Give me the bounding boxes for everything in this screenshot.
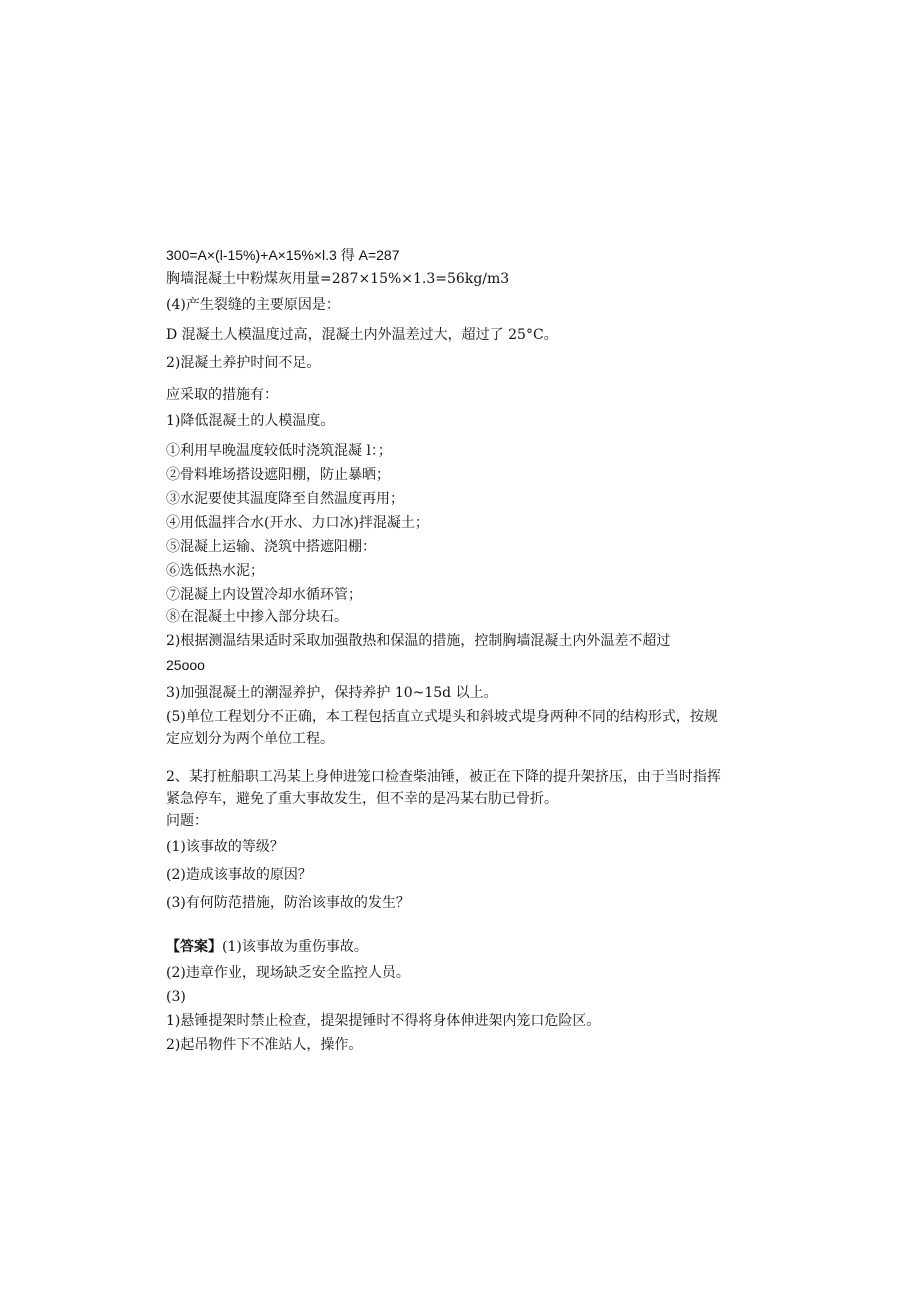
case-2-line-2: 紧急停车，避免了重大事故发生，但不幸的是冯某右肋已骨折。 (166, 791, 558, 807)
measure-1-item-6: ⑥选低热水泥； (166, 563, 264, 579)
unit-division-line-1: (5)单位工程划分不正确，本工程包括直立式堤头和斜坡式堤身两种不同的结构形式，按规 (166, 709, 718, 725)
answer-3-heading: (3) (166, 989, 186, 1005)
answer-line-1 (166, 938, 368, 956)
answer-3-item-1: 1)悬锤提架时禁止检查，提架提锤时不得将身体伸进架内笼口危险区。 (166, 1013, 601, 1029)
measure-1-item-1: ①利用早晚温度较低时浇筑混凝 l：； (166, 443, 392, 459)
crack-cause-1: D 混凝土人模温度过高，混凝土内外温差过大，超过了 25°C。 (166, 327, 558, 343)
measure-1-item-8: ⑧在混凝土中掺入部分块石。 (166, 609, 348, 625)
question-2: (2)造成该事故的原因？ (166, 867, 312, 883)
answer-label: 【答案】 (166, 939, 222, 955)
crack-cause-2: 2)混凝土养护时间不足。 (166, 355, 321, 371)
answer-3-item-2: 2)起吊物件下不准站人，操作。 (166, 1037, 363, 1053)
measure-3: 3)加强混凝土的潮湿养护，保持养护 10~15d 以上。 (166, 685, 498, 701)
flyash-amount-line: 胸墙混凝土中粉煤灰用量=287×15%×1.3=56kg∕m3 (166, 271, 510, 287)
question-3: (3)有何防范措施，防治该事故的发生？ (166, 895, 410, 911)
measure-2-cont: 25ooo (166, 657, 205, 673)
measure-1-item-4: ④用低温拌合水(开水、力口冰)拌混凝土； (166, 515, 429, 531)
case-2-line-1: 2、某打桩船职工冯某上身伸进笼口检查柴油锤，被正在下降的提升架挤压，由于当时指挥 (166, 769, 721, 785)
question-1: (1)该事故的等级？ (166, 839, 284, 855)
crack-cause-heading: (4)产生裂缝的主要原因是： (166, 297, 340, 313)
measure-1-item-7: ⑦混凝上内设置冷却水循环管； (166, 587, 362, 603)
answer-2: (2)违章作业，现场缺乏安全监控人员。 (166, 965, 410, 981)
measures-heading: 应采取的措施有： (166, 387, 278, 403)
questions-heading: 问题： (166, 813, 208, 829)
measure-1-item-2: ②骨料堆场搭设遮阳棚，防止暴晒； (166, 467, 390, 483)
unit-division-line-2: 定应划分为两个单位工程。 (166, 731, 334, 747)
answer-1: (1)该事故为重伤事故。 (222, 939, 368, 955)
measure-2: 2)根据测温结果适时采取加强散热和保温的措施，控制胸墙混凝土内外温差不超过 (166, 633, 671, 649)
measure-1-item-5: ⑤混凝上运输、浇筑中搭遮阳棚： (166, 539, 376, 555)
measure-1: 1)降低混凝土的人模温度。 (166, 413, 335, 429)
formula-line: 300=A×(l-15%)+A×15%×l.3 得 A=287 (166, 247, 400, 263)
measure-1-item-3: ③水泥要使其温度降至自然温度再用； (166, 491, 404, 507)
